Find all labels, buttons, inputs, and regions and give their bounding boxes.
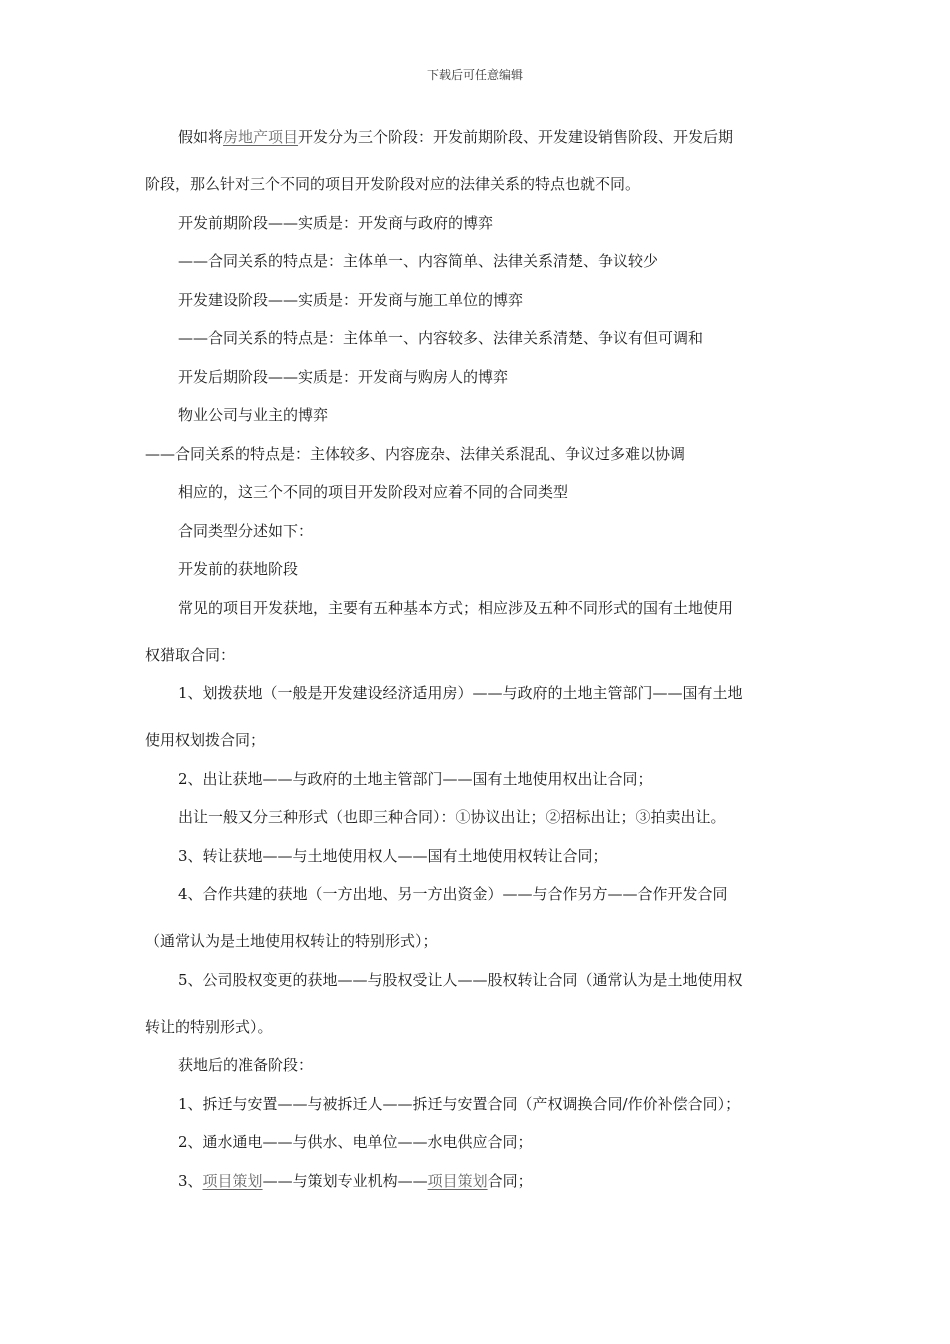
page-header: 下载后可任意编辑 bbox=[426, 68, 523, 82]
paragraph: 开发后期阶段——实质是：开发商与购房人的博弈 bbox=[178, 367, 509, 386]
paragraph: 阶段，那么针对三个不同的项目开发阶段对应的法律关系的特点也就不同。 bbox=[145, 175, 641, 193]
paragraph: 权猎取合同： bbox=[145, 645, 236, 664]
paragraph: 4、合作共建的获地（一方出地、另一方出资金）——与合作另方——合作开发合同 bbox=[178, 885, 728, 903]
paragraph: 3、转让获地——与土地使用权人——国有土地使用权转让合同； bbox=[178, 846, 608, 865]
paragraph: 开发前的获地阶段 bbox=[178, 560, 299, 578]
paragraph: 相应的，这三个不同的项目开发阶段对应着不同的合同类型 bbox=[178, 483, 569, 501]
paragraph: 物业公司与业主的博弈 bbox=[178, 406, 329, 424]
paragraph: 获地后的准备阶段： bbox=[178, 1056, 314, 1074]
paragraph: 5、公司股权变更的获地——与股权受让人——股权转让合同（通常认为是土地使用权 bbox=[178, 970, 743, 989]
document-body bbox=[145, 118, 810, 1200]
paragraph: 使用权划拨合同； bbox=[145, 731, 266, 749]
paragraph: ——合同关系的特点是：主体单一、内容较多、法律关系清楚、争议有但可调和 bbox=[178, 329, 704, 347]
paragraph: 出让一般又分三种形式（也即三种合同）：①协议出让；②招标出让；③拍卖出让。 bbox=[178, 808, 726, 826]
link-real-estate-project[interactable]: 房地产项目 bbox=[223, 128, 299, 146]
paragraph: （通常认为是土地使用权转让的特别形式）； bbox=[145, 932, 438, 950]
paragraph: 转让的特别形式）。 bbox=[145, 1017, 273, 1036]
paragraph: 常见的项目开发获地，主要有五种基本方式；相应涉及五种不同形式的国有土地使用 bbox=[178, 598, 734, 617]
paragraph: 2、通水通电——与供水、电单位——水电供应合同； bbox=[178, 1133, 533, 1151]
paragraph: 开发前期阶段——实质是：开发商与政府的博弈 bbox=[178, 213, 494, 232]
text-run: 合同； bbox=[487, 1171, 533, 1190]
link-project-planning[interactable]: 项目策划 bbox=[202, 1171, 263, 1190]
paragraph: 1、划拨获地（一般是开发建设经济适用房）——与政府的土地主管部门——国有土地 bbox=[178, 684, 743, 702]
paragraph: ——合同关系的特点是：主体单一、内容简单、法律关系清楚、争议较少 bbox=[178, 252, 659, 270]
paragraph: 1、拆迁与安置——与被拆迁人——拆迁与安置合同（产权调换合同/作价补偿合同）； bbox=[178, 1094, 741, 1113]
paragraph: 开发建设阶段——实质是：开发商与施工单位的博弈 bbox=[178, 290, 524, 309]
paragraph: 合同类型分述如下： bbox=[178, 521, 314, 540]
paragraph bbox=[145, 1162, 810, 1201]
link-project-planning-2[interactable]: 项目策划 bbox=[427, 1171, 488, 1190]
text-run: 3、 bbox=[178, 1171, 203, 1190]
text-run: 假如将 bbox=[178, 128, 224, 146]
paragraph bbox=[145, 118, 810, 165]
paragraph: ——合同关系的特点是：主体较多、内容庞杂、法律关系混乱、争议过多难以协调 bbox=[145, 444, 686, 463]
text-run: 开发分为三个阶段：开发前期阶段、开发建设销售阶段、开发后期 bbox=[298, 128, 734, 146]
text-run: ——与策划专业机构—— bbox=[262, 1171, 428, 1190]
paragraph: 2、出让获地——与政府的土地主管部门——国有土地使用权出让合同； bbox=[178, 769, 653, 788]
